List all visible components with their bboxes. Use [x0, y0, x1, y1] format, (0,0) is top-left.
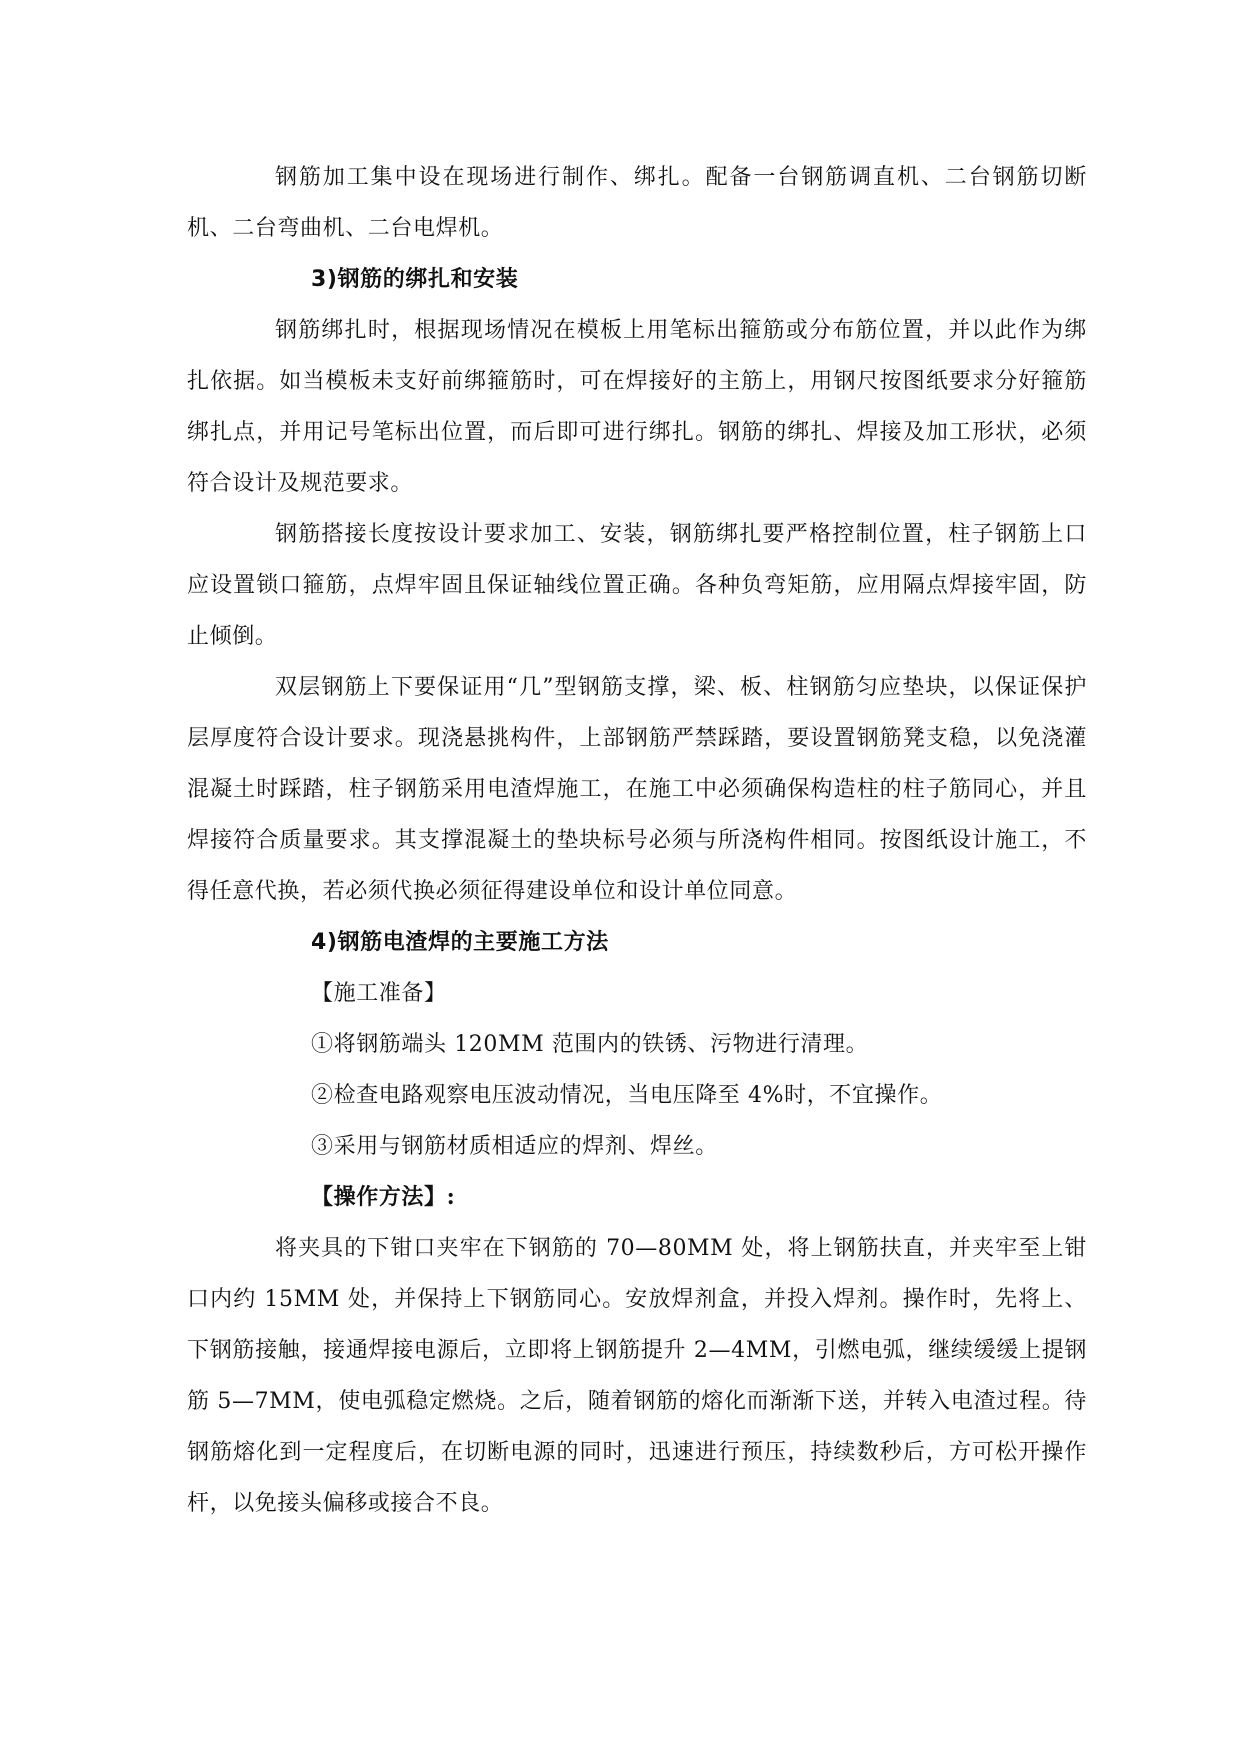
paragraph-binding: 钢筋绑扎时，根据现场情况在模板上用笔标出箍筋或分布筋位置，并以此作为绑扎依据。如当模板未支好前绑箍筋时，可在焊接好的主筋上，用钢尺按图纸要求分好箍筋绑扎点，并用记号笔标出位置，而后即可进行绑扎。钢筋的绑扎、焊接及加工形状，必须符合设计及规范要求。	[187, 318, 1087, 496]
subheading-operation: 【操作方法】:	[311, 1184, 456, 1210]
prep-item-2: ②检查电路观察电压波动情况，当电压降至 4%时，不宜操作。	[311, 1083, 943, 1108]
paragraph-double-layer: 双层钢筋上下要保证用“几”型钢筋支撑，梁、板、柱钢筋匀应垫块，以保证保护层厚度符合设计要求。现浇悬挑构件，上部钢筋严禁踩踏，要设置钢筋凳支稳，以免浇灌混凝土时踩踏，柱子钢筋采用电渣焊施工，在施工中必须确保构造柱的柱子筋同心，并且焊接符合质量要求。其支撑混凝土的垫块标号必须与所浇构件相同。按图纸设计施工，不得任意代换，若必须代换必须征得建设单位和设计单位同意。	[187, 675, 1087, 904]
section-heading-electroslag: 4)钢筋电渣焊的主要施工方法	[311, 930, 609, 955]
section-heading-binding: 3)钢筋的绑扎和安装	[311, 267, 519, 292]
document-body	[187, 152, 1087, 1529]
prep-item-3: ③采用与钢筋材质相适应的焊剂、焊丝。	[311, 1134, 718, 1159]
subheading-preparation: 【施工准备】	[311, 981, 447, 1006]
paragraph-lap-length: 钢筋搭接长度按设计要求加工、安装，钢筋绑扎要严格控制位置，柱子钢筋上口应设置锁口箍筋，点焊牢固且保证轴线位置正确。各种负弯矩筋，应用隔点焊接牢固，防止倾倒。	[187, 522, 1087, 649]
paragraph-operation: 将夹具的下钳口夹牢在下钢筋的 70—80MM 处，将上钢筋扶直，并夹牢至上钳口内约 15MM 处，并保持上下钢筋同心。安放焊剂盒，并投入焊剂。操作时，先将上、下钢筋接触，接通焊接电源后，立即将上钢筋提升 2—4MM，引燃电弧，继续缓缓上提钢筋 5—7MM，使电弧稳定燃烧。之后，随着钢筋的熔化而渐渐下送，并转入电渣过程。待钢筋熔化到一定程度后，在切断电源的同时，迅速进行预压，持续数秒后，方可松开操作杆，以免接头偏移或接合不良。	[187, 1236, 1087, 1516]
paragraph-processing: 钢筋加工集中设在现场进行制作、绑扎。配备一台钢筋调直机、二台钢筋切断机、二台弯曲机、二台电焊机。	[187, 165, 1087, 241]
prep-item-1: ①将钢筋端头 120MM 范围内的铁锈、污物进行清理。	[311, 1032, 869, 1057]
